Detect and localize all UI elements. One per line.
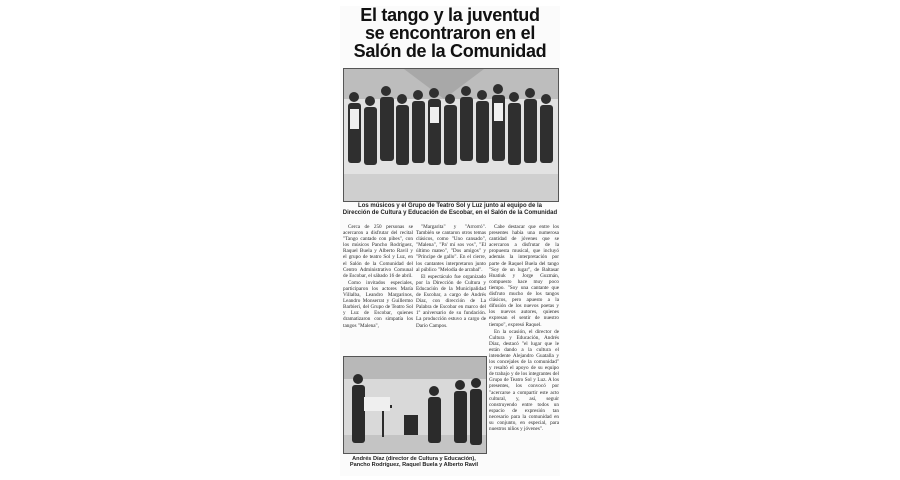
paragraph: Como invitados especiales, participaron los actores María Villalba, Leandro Margarinos, Leandro Monserrat y Guillermo Barbieri, del Grupo de Teatro Sol y Luz de Escobar, quienes dramatizaron con simpatía los tangos "Malena", — [343, 279, 413, 329]
caption-line: Dirección de Cultura y Educación de Escobar, en el Salón de la Comunidad — [342, 210, 558, 216]
paragraph: "Margarita" y "Arrorró". También se cantaron otros temas clásicos, como "Uno cansado", "Malena", "Pa' mí sos vos", "El último mateo", "Dos amigos" y "Príncipe de gallo". En el cierre, los cantantes interpretaron junto al público "Melodía de arrabal". — [416, 224, 486, 273]
caption-line: Pancho Rodríguez, Raquel Buela y Alberto Ravil — [349, 462, 479, 469]
stage-photo-caption — [340, 456, 488, 469]
paragraph: En la ocasión, el director de Cultura y Educación, Andrés Díaz, destacó "el lugar que le están dando a la cultura el intendente Alejandro Guatalla y los concejales de la comunidad" y resaltó el apoyo de su equipo de trabajo y de los integrantes del Grupo de Teatro Sol y Luz. A los presentes, los convocó por "acercarse a compartir este acto cultural, y, así, seguir construyendo entre todos un espacio de expresión tan necesario para la comunidad en su conjunto, en especial, para nuestros niños y jóvenes". — [489, 328, 559, 433]
group-photo-caption — [340, 203, 560, 217]
paragraph: El espectáculo fue organizado por la Dirección de Cultura y Educación de la Municipalidad de Escobar, a cargo de Andrés Díaz, con dirección de La Palabra de Escobar en marco del 1º aniversario de su fundación. La producción estuvo a cargo de Darío Campos. — [416, 273, 486, 329]
article-column-1 — [343, 224, 413, 349]
paragraph: Cabe destacar que entre los presentes había una numerosa cantidad de jóvenes que se acercaron a disfrutar de la propuesta musical, que incluyó además la interpretación por parte de Raquel Buela del tango "Soy de un lugar", de Baltasar Hnatiuk y Jorge Guzmán, compuesto hace muy poco tiempo. "Soy una cantante que disfruto mucho de los tangos clásicos, pero apuesto a la difusión de los nuevos poetas y los nuevos autores, quienes expresan el sentir de nuestro tiempo", expresó Raquel. — [489, 224, 559, 328]
newspaper-clipping — [340, 6, 560, 476]
headline-line: El tango y la juventud — [360, 5, 540, 25]
group-photo — [343, 68, 559, 202]
headline-line: Salón de la Comunidad — [353, 41, 547, 61]
stage-photo — [343, 356, 487, 454]
caption-line: Andrés Díaz (director de Cultura y Educación), — [352, 456, 476, 462]
headline — [340, 6, 560, 60]
paragraph: Cerca de 250 personas se acercaron a disfrutar del recital "Tango cantado con pibes", con los músicos Pancho Rodríguez, Raquel Buela y Alberto Ravil y el grupo de teatro Sol y Luz, en el Salón de la Comunidad del Centro Administrativo Comunal de Escobar, el sábado 16 de abril. — [343, 224, 413, 279]
caption-line: Los músicos y el Grupo de Teatro Sol y Luz junto al equipo de la — [358, 203, 542, 209]
headline-line: se encontraron en el — [364, 23, 536, 43]
article-column-3 — [489, 224, 559, 476]
article-column-2 — [416, 224, 486, 349]
